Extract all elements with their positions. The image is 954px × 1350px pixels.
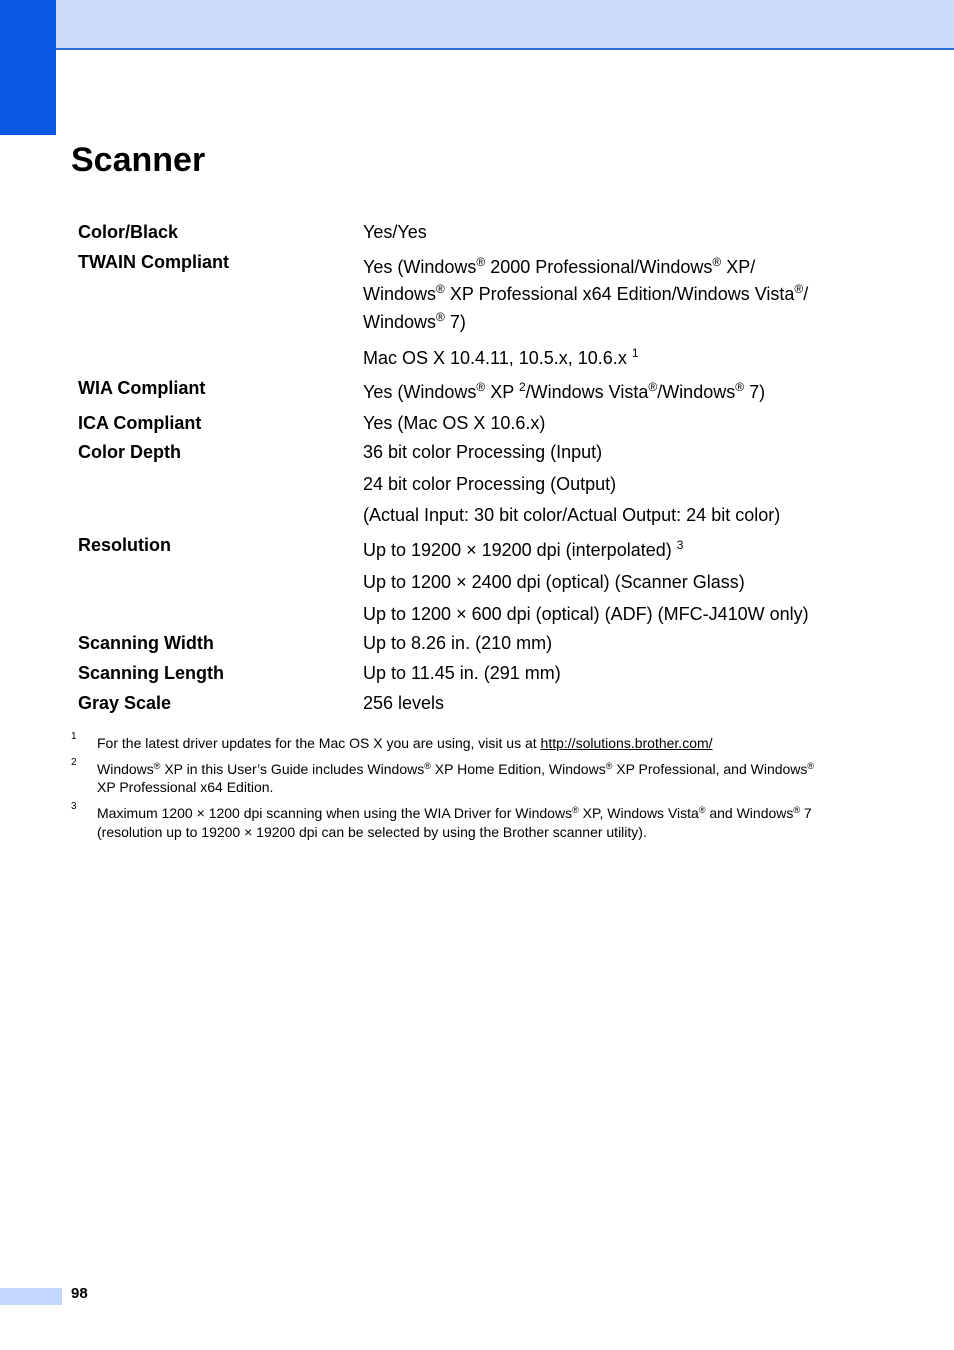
- footnote-ref: 3: [676, 538, 684, 552]
- footnote-text-line2: XP Professional x64 Edition.: [97, 779, 274, 795]
- footnote-number: 2: [71, 757, 77, 768]
- solutions-link[interactable]: http://solutions.brother.com/: [540, 735, 713, 751]
- spec-label: ICA Compliant: [78, 413, 202, 433]
- footnote-text: For the latest driver updates for the Mac OS X you are using, visit us at http://solutions.brother.com/: [97, 735, 713, 751]
- spec-label: Resolution: [78, 535, 171, 555]
- spec-value: Yes/Yes: [363, 222, 427, 242]
- spec-label: Color/Black: [78, 222, 179, 242]
- footnote-ref: 2: [518, 380, 526, 394]
- footnote-text: Windows® XP in this User’s Guide includes Windows® XP Home Edition, Windows® XP Professional, and Windows®: [97, 761, 815, 777]
- spec-value-line: Up to 19200 × 19200 dpi (interpolated) $^3$: [363, 538, 684, 560]
- spec-label: Gray Scale: [78, 693, 172, 713]
- footnote-number: 1: [71, 731, 77, 742]
- header-band: [56, 0, 954, 50]
- footnote-ref: 1: [631, 346, 639, 360]
- spec-value-line: 24 bit color Processing (Output): [363, 474, 617, 494]
- spec-value-line: Mac OS X 10.4.11, 10.5.x, 10.6.x $^1$: [363, 346, 639, 368]
- spec-label: TWAIN Compliant: [78, 252, 229, 272]
- spec-label: Scanning Width: [78, 633, 214, 653]
- footnote-text: Maximum 1200 × 1200 dpi scanning when using the WIA Driver for Windows® XP, Windows Vista® and Windows® 7: [97, 805, 812, 821]
- chapter-tab: [0, 0, 56, 135]
- spec-value-line: Up to 1200 × 2400 dpi (optical) (Scanner Glass): [363, 572, 745, 592]
- spec-value-line: Yes (Windows® XP $^2$/Windows Vista®/Windows® 7): [363, 380, 766, 402]
- footnote-number: 3: [71, 801, 77, 812]
- page-number: 98: [71, 1285, 88, 1302]
- footnote-text-line2: (resolution up to 19200 × 19200 dpi can be selected by using the Brother scanner utility).: [97, 824, 647, 840]
- spec-value-line: Windows® 7): [363, 310, 466, 332]
- spec-label: Scanning Length: [78, 663, 224, 683]
- spec-value-line: (Actual Input: 30 bit color/Actual Output: 24 bit color): [363, 505, 781, 525]
- spec-value: 256 levels: [363, 693, 445, 713]
- spec-value: Yes (Mac OS X 10.6.x): [363, 413, 546, 433]
- page-number-tab: [0, 1288, 62, 1305]
- spec-label: Color Depth: [78, 442, 181, 462]
- spec-value: Up to 8.26 in. (210 mm): [363, 633, 553, 653]
- spec-value: Up to 11.45 in. (291 mm): [363, 663, 561, 683]
- page-title: Scanner: [71, 141, 206, 179]
- spec-value-line: Windows® XP Professional x64 Edition/Windows Vista®/: [363, 282, 809, 304]
- spec-value-line: 36 bit color Processing (Input): [363, 442, 603, 462]
- spec-label: WIA Compliant: [78, 378, 206, 398]
- spec-value-line: Up to 1200 × 600 dpi (optical) (ADF) (MFC-J410W only): [363, 604, 809, 624]
- spec-value-line: Yes (Windows® 2000 Professional/Windows® XP/: [363, 255, 756, 277]
